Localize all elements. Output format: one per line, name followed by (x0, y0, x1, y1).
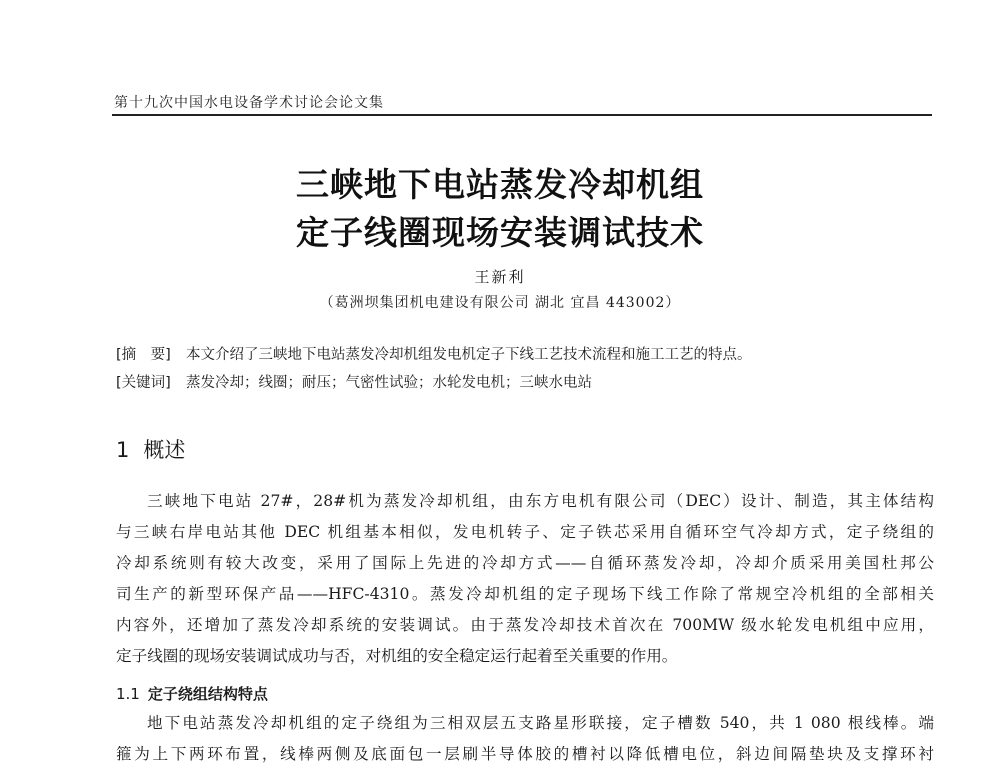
section-1-paragraph (116, 486, 934, 672)
abstract-label: [摘 要] (116, 347, 171, 363)
paragraph-line: 与三峡右岸电站其他 DEC 机组基本相似，发电机转子、定子铁芯采用自循环空气冷却方式，定子绕组的 (116, 523, 934, 541)
paper-title-line-2: 定子线圈现场安装调试技术 (296, 213, 704, 252)
running-header: 第十九次中国水电设备学术讨论会论文集 (114, 95, 384, 111)
subsection-title: 定子绕组结构特点 (147, 685, 268, 703)
paragraph-line: 冷却系统则有较大改变，采用了国际上先进的冷却方式——自循环蒸发冷却，冷却介质采用美国杜邦公 (116, 554, 934, 572)
paragraph-line: 箍为上下两环布置，线棒两侧及底面包一层刷半导体胶的槽衬以降低槽电位，斜边间隔垫块及支撑环衬 (116, 745, 934, 763)
paragraph-line: 定子线圈的现场安装调试成功与否，对机组的安全稳定运行起着至关重要的作用。 (116, 647, 678, 665)
paragraph-line: 司生产的新型环保产品——HFC-4310。蒸发冷却机组的定子现场下线工作除了常规空冷机组的全部相关 (116, 585, 934, 603)
abstract-text: 本文介绍了三峡地下电站蒸发冷却机组发电机定子下线工艺技术流程和施工工艺的特点。 (186, 347, 752, 363)
subsection-paragraph (116, 708, 934, 770)
keywords (116, 371, 592, 392)
paper-title-line-1: 三峡地下电站蒸发冷却机组 (296, 165, 704, 204)
author-name: 王新利 (474, 268, 526, 286)
header-rule (112, 114, 932, 116)
paragraph-line: 三峡地下电站 27#，28#机为蒸发冷却机组，由东方电机有限公司（DEC）设计、制造，其主体结构 (147, 492, 934, 510)
paragraph-line: 地下电站蒸发冷却机组的定子绕组为三相双层五支路星形联接，定子槽数 540，共 1 080 根线棒。端 (147, 714, 934, 732)
author-affiliation: （葛洲坝集团机电建设有限公司 湖北 宜昌 443002） (319, 295, 681, 311)
subsection-number: 1.1 (116, 685, 140, 703)
subsection-heading (116, 683, 268, 704)
keywords-label: [关键词] (116, 375, 171, 391)
section-heading (116, 434, 185, 464)
keywords-text: 蒸发冷却；线圈；耐压；气密性试验；水轮发电机；三峡水电站 (186, 375, 592, 391)
paragraph-line: 内容外，还增加了蒸发冷却系统的安装调试。由于蒸发冷却技术首次在 700MW 级水轮发电机组中应用， (116, 616, 934, 634)
section-title: 概述 (143, 438, 186, 462)
section-number: 1 (116, 438, 130, 462)
abstract (116, 343, 752, 364)
